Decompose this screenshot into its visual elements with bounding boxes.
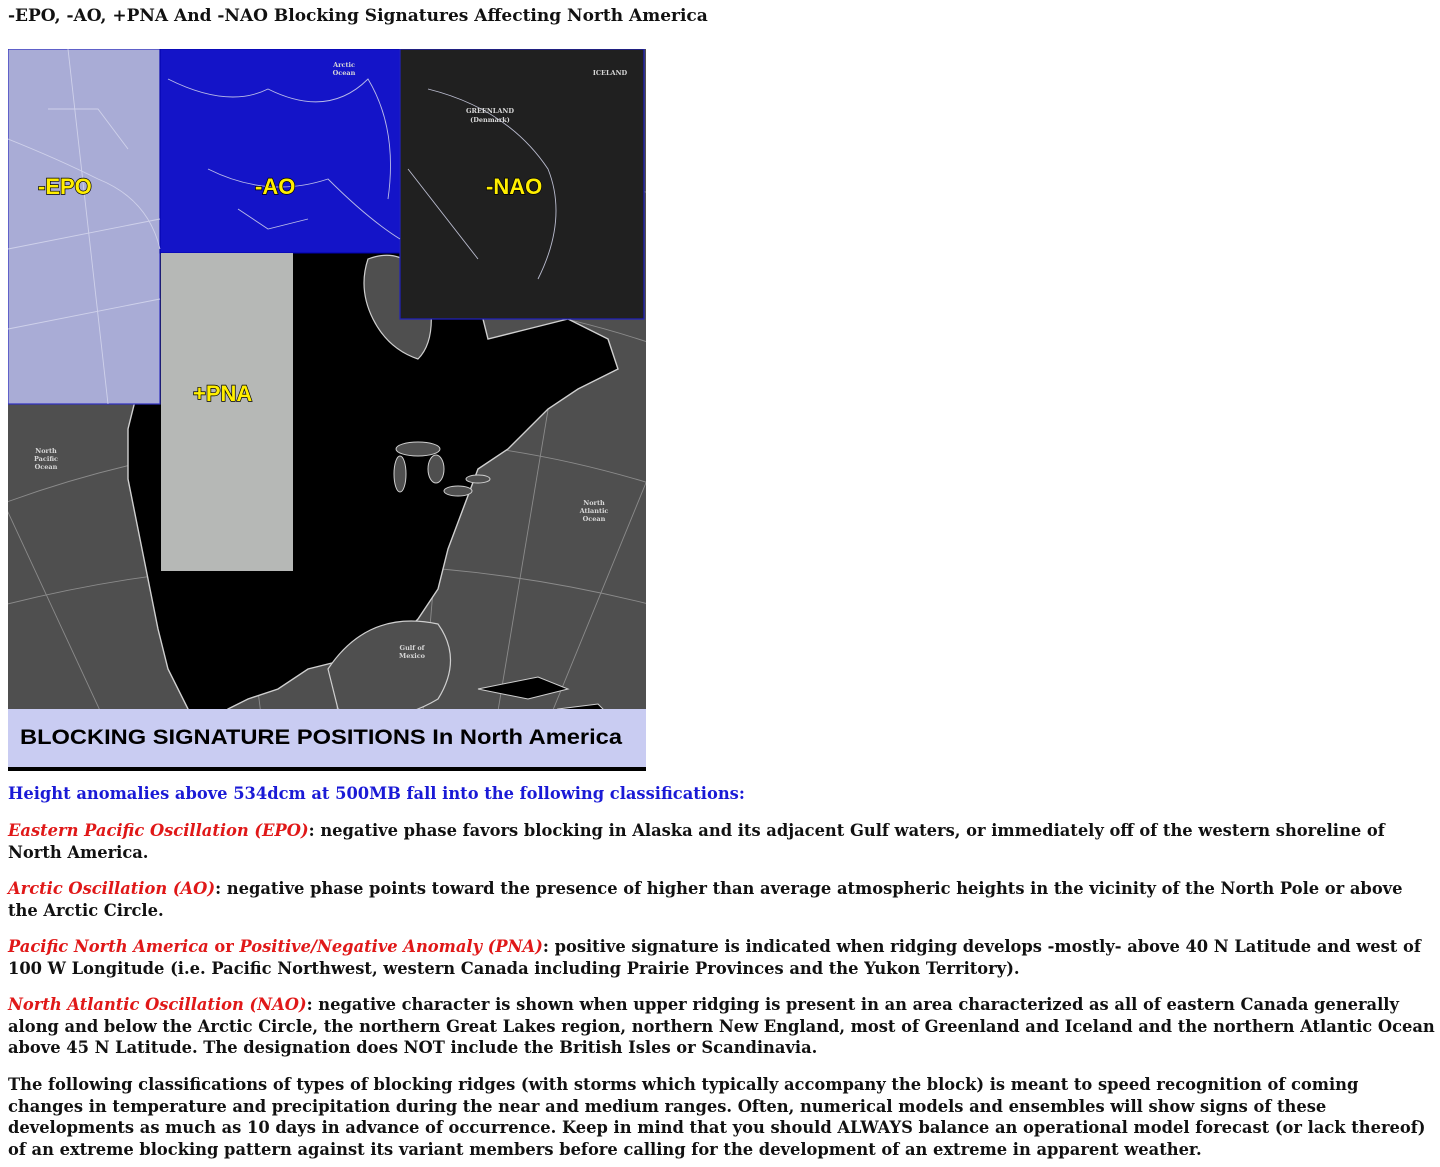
pna-term-1: Pacific North America (8, 937, 209, 956)
map-label-gulf-2: Mexico (399, 652, 425, 660)
zone-ao (160, 49, 400, 253)
pna-paragraph (8, 936, 1436, 979)
map-label-arctic-2: Ocean (332, 69, 356, 77)
map-label-atlantic-3: Ocean (582, 515, 606, 523)
zone-label-ao: -AO (255, 174, 296, 199)
zone-label-epo: -EPO (38, 174, 92, 199)
caption-bar-bottom-edge (8, 767, 646, 771)
ao-term: Arctic Oscillation (AO) (8, 879, 216, 898)
epo-description: : negative phase favors blocking in Alaska and its adjacent Gulf waters, or immediately off of the western shoreline of North America. (8, 821, 1385, 862)
map-label-atlantic-2: Atlantic (579, 507, 609, 515)
map-label-pacific-1: North (35, 447, 57, 455)
zone-epo (8, 49, 160, 404)
zone-pna (161, 253, 293, 571)
map-label-denmark: (Denmark) (470, 116, 510, 124)
intro-text: Height anomalies above 534dcm at 500MB fall into the following classifications: (8, 784, 745, 803)
map-label-gulf-1: Gulf of (399, 644, 425, 652)
zone-label-pna: +PNA (193, 381, 253, 406)
pna-term-2: Positive/Negative Anomaly (PNA) (239, 937, 543, 956)
map-label-pacific-2: Pacific (33, 455, 59, 463)
map-label-atlantic-1: North (583, 499, 605, 507)
nao-paragraph (8, 994, 1436, 1059)
nao-description: : negative character is shown when upper ridging is present in an area characterized as all of eastern Canada generally along and below the Arctic Circle, the northern Great Lakes region, northern New England, most of Greenland and Iceland and the northern Atlantic Ocean above 45 N Latitude. The designation does NOT include the British Isles or Scandinavia. (8, 995, 1435, 1058)
epo-paragraph (8, 820, 1436, 863)
nao-term: North Atlantic Oscillation (NAO) (8, 995, 307, 1014)
map-label-pacific-3: Ocean (34, 463, 58, 471)
zone-label-nao: -NAO (486, 174, 543, 199)
epo-term: Eastern Pacific Oscillation (EPO) (8, 821, 309, 840)
blocking-map-figure (8, 49, 646, 771)
pna-conjunction: or (208, 937, 240, 956)
map-label-greenland: GREENLAND (466, 107, 514, 115)
blocking-map (8, 49, 646, 771)
pna-description: : positive signature is indicated when ridging develops -mostly- above 40 N Latitude and west of 100 W Longitude (i.e. Pacific Northwest, western Canada including Prairie Provinces and the Yukon Territory). (8, 937, 1421, 978)
map-label-iceland: ICELAND (592, 69, 628, 77)
map-label-arctic-1: Arctic (333, 61, 355, 69)
classification-explanation: The following classifications of types of blocking ridges (with storms which typically accompany the block) is meant to speed recognition of coming changes in temperature and precipitation during the near and medium ranges. Often, numerical models and ensembles will show signs of these developments as much as 10 days in advance of occurrence. Keep in mind that you should ALWAYS balance an operational model forecast (or lack thereof) of an extreme blocking pattern against its variant members before calling for the development of an extreme in apparent weather. (8, 1075, 1426, 1159)
page-title: -EPO, -AO, +PNA And -NAO Blocking Signatures Affecting North America (8, 6, 708, 26)
figure-caption: BLOCKING SIGNATURE POSITIONS In North America (20, 726, 623, 749)
ao-paragraph (8, 878, 1436, 921)
ao-description: : negative phase points toward the presence of higher than average atmospheric heights in the vicinity of the North Pole or above the Arctic Circle. (8, 879, 1403, 920)
